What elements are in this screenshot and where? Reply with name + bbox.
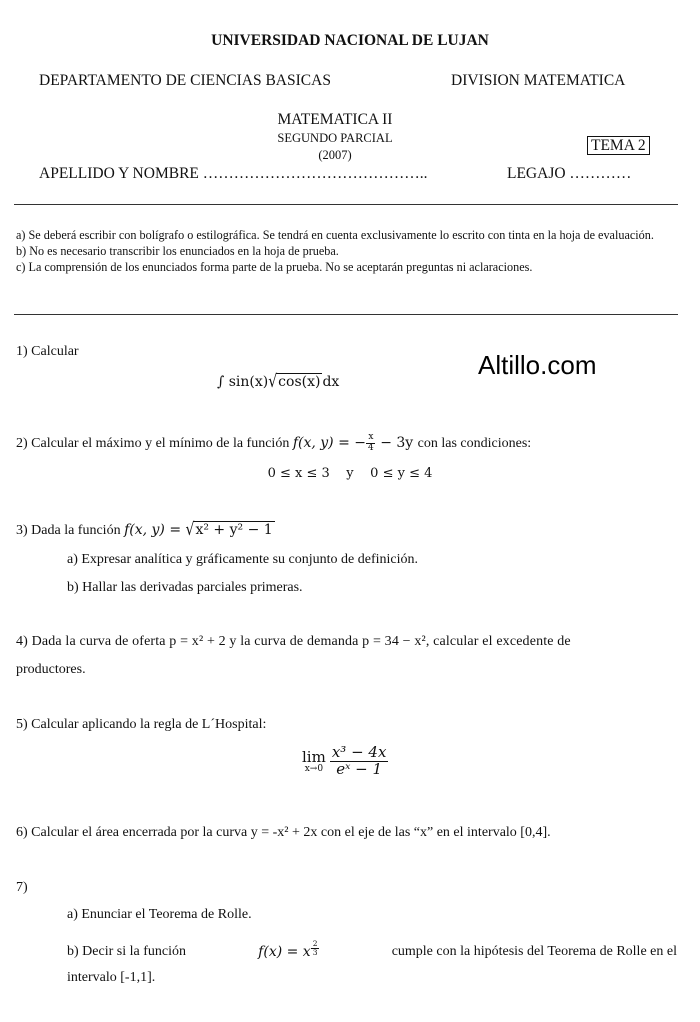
question-7-part-b-line-2: intervalo [-1,1]. bbox=[67, 970, 156, 985]
question-3-statement: 3) Dada la función f(x, y) = √x² + y² − 1 bbox=[16, 520, 273, 540]
question-2-conditions: 0 ≤ x ≤ 3 y 0 ≤ y ≤ 4 bbox=[267, 466, 433, 481]
question-7-part-a: a) Enunciar el Teorema de Rolle. bbox=[67, 907, 252, 922]
course-title: MATEMATICA II bbox=[277, 111, 393, 128]
exam-title: SEGUNDO PARCIAL bbox=[277, 131, 393, 145]
instructions bbox=[16, 227, 678, 275]
legajo-field: LEGAJO ………… bbox=[507, 165, 632, 182]
question-3-part-b: b) Hallar las derivadas parciales primeras. bbox=[67, 580, 303, 595]
question-1-label: 1) Calcular bbox=[16, 344, 79, 359]
question-5-label: 5) Calcular aplicando la regla de L´Hospital: bbox=[16, 717, 267, 732]
question-4-line-2: productores. bbox=[16, 662, 86, 677]
divider-bottom bbox=[14, 314, 678, 315]
question-3-part-a: a) Expresar analítica y gráficamente su conjunto de definición. bbox=[67, 552, 419, 567]
question-2-statement: 2) Calcular el máximo y el mínimo de la función f(x, y) = − $\frac{x}{4}$ − 3y con las condiciones: bbox=[16, 432, 532, 453]
division-label: DIVISION MATEMATICA bbox=[451, 72, 626, 89]
instruction-b: b) No es necesario transcribir los enunciados en la hoja de prueba. bbox=[16, 244, 339, 258]
question-1-integral: ∫ sin(x)√cos(x) dx bbox=[217, 372, 340, 392]
tema-label: TEMA 2 bbox=[587, 136, 650, 155]
name-field: APELLIDO Y NOMBRE …………………………………….. bbox=[39, 165, 428, 182]
question-4-line-1: 4) Dada la curva de oferta p = x² + 2 y la curva de demanda p = 34 − x², calcular el excedente de bbox=[16, 634, 571, 649]
question-7-part-b: b) Decir si la función f(x) = x $\frac{2}{3}$ cumple con la hipótesis del Teorema de Rolle en el bbox=[67, 939, 677, 960]
department-label: DEPARTAMENTO DE CIENCIAS BASICAS bbox=[39, 72, 331, 89]
university-title: UNIVERSIDAD NACIONAL DE LUJAN bbox=[211, 32, 489, 49]
instruction-a: a) Se deberá escribir con bolígrafo o estilográfica. Se tendrá en cuenta exclusivamente lo escrito con tinta en la hoja de evaluación. bbox=[16, 228, 654, 242]
question-7-label: 7) bbox=[16, 880, 28, 895]
exam-year: (2007) bbox=[318, 148, 352, 162]
question-3-function: f(x, y) = √x² + y² − 1 bbox=[124, 520, 273, 540]
instruction-c: c) La comprensión de los enunciados forma parte de la prueba. No se aceptarán preguntas ni aclaraciones. bbox=[16, 260, 533, 274]
watermark-logo: Altillo.com bbox=[478, 350, 597, 380]
question-5-limit: lim x→0 $\frac{\text{x³ − 4x}}{\text{eˣ − 1}}$ bbox=[302, 743, 387, 778]
question-6-statement: 6) Calcular el área encerrada por la curva y = -x² + 2x con el eje de las “x” en el intervalo [0,4]. bbox=[16, 825, 551, 840]
divider-top bbox=[14, 204, 678, 205]
question-2-function: f(x, y) = − $\frac{x}{4}$ − 3y bbox=[292, 432, 414, 453]
tema-box bbox=[587, 137, 650, 155]
